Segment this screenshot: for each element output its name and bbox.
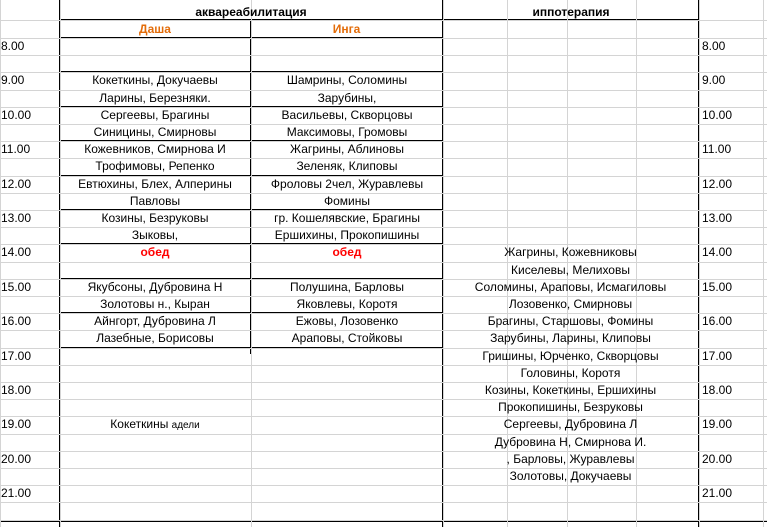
dasha-slot: Якубсоны, Дубровина Н [87,280,223,294]
dasha-slot: Лазебные, Борисовы [96,331,214,345]
inga-slot: Ершихины, Прокопишины [274,228,420,242]
gridline-vertical [699,0,700,527]
gridline-horizontal [0,520,767,521]
gridline-horizontal [0,55,767,56]
time-label-right: 18.00 [702,383,733,397]
dasha-slot: Трофимовы, Репенко [95,159,215,173]
inga-slot: Васильевы, Скворцовы [281,108,413,122]
time-label-right: 17.00 [702,349,733,363]
dasha-slot: Козины, Безруковы [101,211,209,225]
header-aqua: аквареабилитация [195,5,307,19]
time-label-left: 8.00 [1,39,25,53]
time-label-right: 11.00 [702,142,732,156]
dasha-slot: обед [140,245,170,259]
staff-dasha: Даша [139,22,171,36]
dasha-slot: Сергеевы, Брагины [100,108,210,122]
hippo-slot: , Барловы, Журавлевы [506,452,635,466]
hippo-slot: Лозовенко, Смирновы [508,297,633,311]
time-label-right: 9.00 [702,73,726,87]
time-label-left: 21.00 [1,486,32,500]
time-label-left: 13.00 [1,211,32,225]
hippo-slot: Дубровина Н, Смирнова И. [494,435,647,449]
time-label-left: 10.00 [1,108,32,122]
inga-slot: Ежовы, Лозовенко [295,314,399,328]
inga-slot: Зарубины, [317,91,377,105]
time-label-left: 18.00 [1,383,32,397]
hippo-slot: Зарубины, Ларины, Клиповы [490,331,651,345]
hippo-slot: Брагины, Старшовы, Фомины [487,314,654,328]
dasha-slot: Золотовы н., Кыран [100,297,210,311]
inga-slot: Шамрины, Соломины [286,73,408,87]
inga-slot: Полушина, Барловы [290,280,404,294]
hippo-slot: Сергеевы, Дубровина Л [503,417,638,431]
header-hippo: иппотерапия [532,5,610,19]
time-label-left: 19.00 [1,417,32,431]
time-label-right: 15.00 [702,280,733,294]
time-label-right: 12.00 [702,177,733,191]
dasha-slot: Ларины, Березняки. [99,91,211,105]
dasha-note [60,416,250,433]
hippo-slot: Прокопишины, Безруковы [498,400,643,414]
hippo-slot: Гришины, Юрченко, Скворцовы [482,349,659,363]
staff-inga: Инга [332,22,361,36]
hippo-slot: Киселевы, Мелиховы [511,263,630,277]
time-label-left: 20.00 [1,452,32,466]
time-label-left: 11.00 [1,142,31,156]
gridline-horizontal [0,38,767,39]
time-label-left: 12.00 [1,177,32,191]
time-label-right: 10.00 [702,108,733,122]
inga-slot: Максимовы, Громовы [286,125,408,139]
dasha-note-name: Кокеткины [110,417,172,431]
time-label-right: 20.00 [702,452,733,466]
time-label-right: 19.00 [702,417,733,431]
time-label-left: 14.00 [1,245,32,259]
inga-slot: Жагрины, Аблиновы [290,142,404,156]
inga-slot: Зеленяк, Клиповы [296,159,398,173]
dasha-slot: Павловы [129,194,181,208]
dasha-note-suffix: адели [171,420,200,431]
inga-slot: Фомины [323,194,370,208]
gridline-horizontal [0,485,767,486]
hippo-slot: Золотовы, Докучаевы [509,469,632,483]
time-label-right: 13.00 [702,211,733,225]
inga-slot: Араповы, Стойковы [291,331,403,345]
dasha-slot: Зыковы, [131,228,179,242]
time-label-right: 8.00 [702,39,726,53]
time-label-left: 16.00 [1,314,32,328]
inga-slot: обед [332,245,362,259]
inga-slot: Фроловы 2чел, Журавлевы [270,177,424,191]
time-label-right: 16.00 [702,314,733,328]
inga-slot: гр. Кошелявские, Брагины [274,211,420,225]
time-label-left: 17.00 [1,349,32,363]
gridline-horizontal [0,502,767,503]
time-label-left: 9.00 [1,73,25,87]
dasha-slot: Айнгорт, Дубровина Л [94,314,216,328]
dasha-slot: Синицины, Смирновы [93,125,217,139]
dasha-slot: Евтюхины, Блех, Алперины [78,177,232,191]
gridline-vertical [763,0,764,527]
hippo-slot: Соломины, Араповы, Исмагиловы [474,280,667,294]
time-label-left: 15.00 [1,280,32,294]
dasha-slot: Кожевников, Смирнова И [84,142,226,156]
hippo-slot: Козины, Кокеткины, Ершихины [484,383,657,397]
hippo-slot: Головины, Коротя [520,366,621,380]
time-label-right: 21.00 [702,486,733,500]
hippo-slot: Жагрины, Кожевниковы [504,245,637,259]
dasha-slot: Кокеткины, Докучаевы [92,73,218,87]
time-label-right: 14.00 [702,245,733,259]
inga-slot: Яковлевы, Коротя [296,297,398,311]
